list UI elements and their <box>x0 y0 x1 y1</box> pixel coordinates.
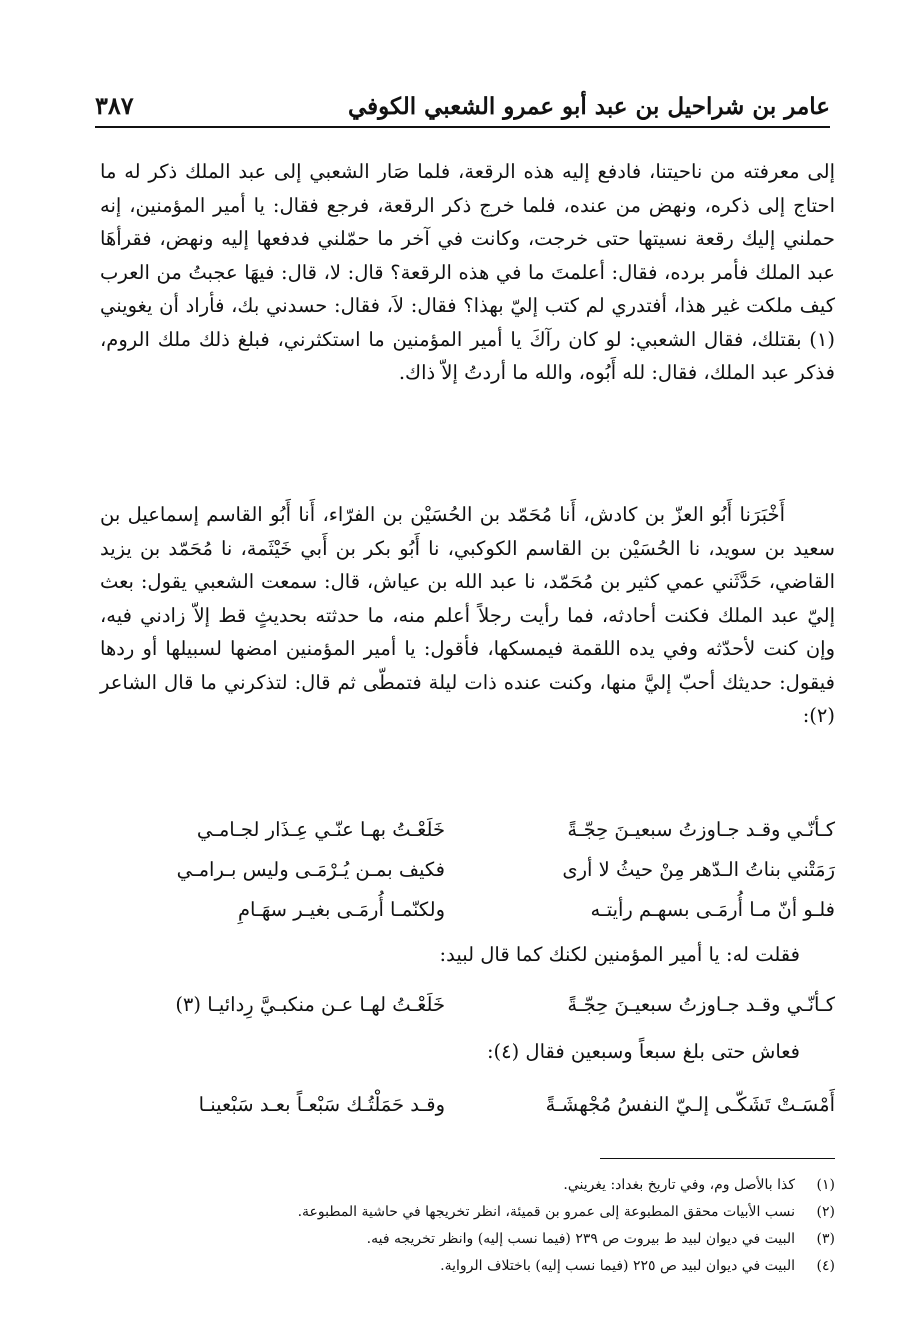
verse-first-hemistich: فلـو أنّ مـا أُرمَـى بسهـم رأيتـه <box>590 898 835 921</box>
verse-second-hemistich: خَلَعْـتُ لهـا عـن منكبـيَّ رِدائيـا (٣) <box>175 993 445 1016</box>
verse-second-hemistich: فكيف بمـن يُـرْمَـى وليس بـرامـي <box>176 858 445 881</box>
verse-first-hemistich: رَمَتْني بناتُ الـدّهر مِنْ حيثُ لا أرى <box>562 858 835 881</box>
footnote-text: البيت في ديوان لبيد ص ٢٢٥ (فيما نسب إليه) باختلاف الرواية. <box>440 1258 795 1274</box>
verse-line <box>110 898 835 934</box>
verse-first-hemistich: أَمْسَـتْ تَشَكّـى إلـيّ النفسُ مُجْهشَـةً <box>545 1093 835 1116</box>
header-title: عامر بن شراحيل بن عبد أبو عمرو الشعبي الكوفي <box>347 93 830 120</box>
footnote <box>100 1226 835 1253</box>
reply-line: فقلت له: يا أمير المؤمنين لكنك كما قال لبيد: <box>439 943 800 966</box>
footnote-number: (٣) <box>816 1231 835 1247</box>
footnote-number: (٢) <box>816 1204 835 1220</box>
paragraph-1: إلى معرفته من ناحيتنا، فادفع إليه هذه الرقعة، فلما صَار الشعبي إلى عبد الملك ذكر له ما احتاج إلى ذكره، ونهض من عنده، فلما خرج ذكر الرقعة، فرجع فقال: يا أمير المؤمنين، إنه حملني إليك رقعة نسيتها حتى خرجت، وكانت في آخر ما حمّلني فدفعها إليه ونهض، فقرأهَا عبد الملك فأمر برده، فقال: أعلمتَ ما في هذه الرقعة؟ قال: لا، قال: فيهَا عجبتُ من العرب كيف ملكت غير هذا، أفتدري لم كتب إليّ بهذا؟ فقال: لاَ، فقال: حسدني بك، فأراد أن يغويني (١) بقتلك، فقال الشعبي: لو كان رآكَ يا أمير المؤمنين ما استكثرني، فبلغ ذلك ملك الروم، فذكر عبد الملك، فقال: لله أَبُوه، والله ما أردتُ إلاّ ذاك. <box>100 160 836 384</box>
footnote <box>100 1172 835 1199</box>
verse-second-hemistich: ولكنّمـا أُرمَـى بغيـر سهَـامِ <box>237 898 445 921</box>
verse-line <box>110 858 835 894</box>
footnote-text: البيت في ديوان لبيد ط بيروت ص ٢٣٩ (فيما نسب إليه) وانظر تخريجه فيه. <box>366 1231 795 1247</box>
verse-line <box>110 1093 835 1129</box>
footnote-text: كذا بالأصل وم، وفي تاريخ بغداد: يغريني. <box>563 1177 795 1193</box>
running-header <box>95 80 830 128</box>
footnotes <box>100 1172 835 1280</box>
lived-line: فعاش حتى بلغ سبعاً وسبعين فقال (٤): <box>486 1040 800 1063</box>
footnote-number: (١) <box>816 1177 835 1193</box>
footnote-divider <box>600 1158 835 1159</box>
page-number: ٣٨٧ <box>95 91 134 120</box>
verse-line <box>110 818 835 854</box>
verse-line <box>110 993 835 1029</box>
verse-first-hemistich: كـأنّـي وقـد جـاوزتُ سبعيـنَ حِجّـةً <box>567 993 835 1016</box>
footnote-number: (٤) <box>816 1258 835 1274</box>
footnote-text: نسب الأبيات محقق المطبوعة إلى عمرو بن قميئة، انظر تخريجها في حاشية المطبوعة. <box>297 1204 795 1220</box>
footnote <box>100 1199 835 1226</box>
verse-first-hemistich: كـأنّـي وقـد جـاوزتُ سبعيـنَ حِجّـةً <box>567 818 835 841</box>
footnote <box>100 1253 835 1280</box>
verse-second-hemistich: خَلَعْـتُ بهـا عنّـي عِـذَار لجـامـي <box>196 818 445 841</box>
paragraph-2: أَخْبَرَنا أَبُو العزّ بن كادش، أَنا مُحَمّد بن الحُسَيْن بن الفرّاء، أَنا أَبُو القاسم إسماعيل بن سعيد بن سويد، نا الحُسَيْن بن القاسم الكوكبي، نا أَبُو بكر بن أَبي خَيْثَمة، نا مُحَمّد بن يزيد القاضي، حَدَّثَني عمي كثير بن مُحَمّد، نا عبد الله بن عياش، قال: سمعت الشعبي يقول: بعث إليّ عبد الملك فكنت أحادثه، فما رأيت رجلاً أعلم منه، ما حدثته بحديثٍ قط إلاّ زادني فيه، وإن كنت لأحدّثه وفي يده اللقمة فيمسكها، فأقول: يا أمير المؤمنين امضها لسبيلها أو ردها فيقول: حديثك أحبّ إليَّ منها، وكنت عنده ذات ليلة فتمطّى ثم قال: لتذكرني ما قال الشاعر (٢): <box>100 503 835 727</box>
verse-second-hemistich: وقـد حَمَلْتُـك سَبْعـاً بعـد سَبْعينـا <box>198 1093 445 1116</box>
